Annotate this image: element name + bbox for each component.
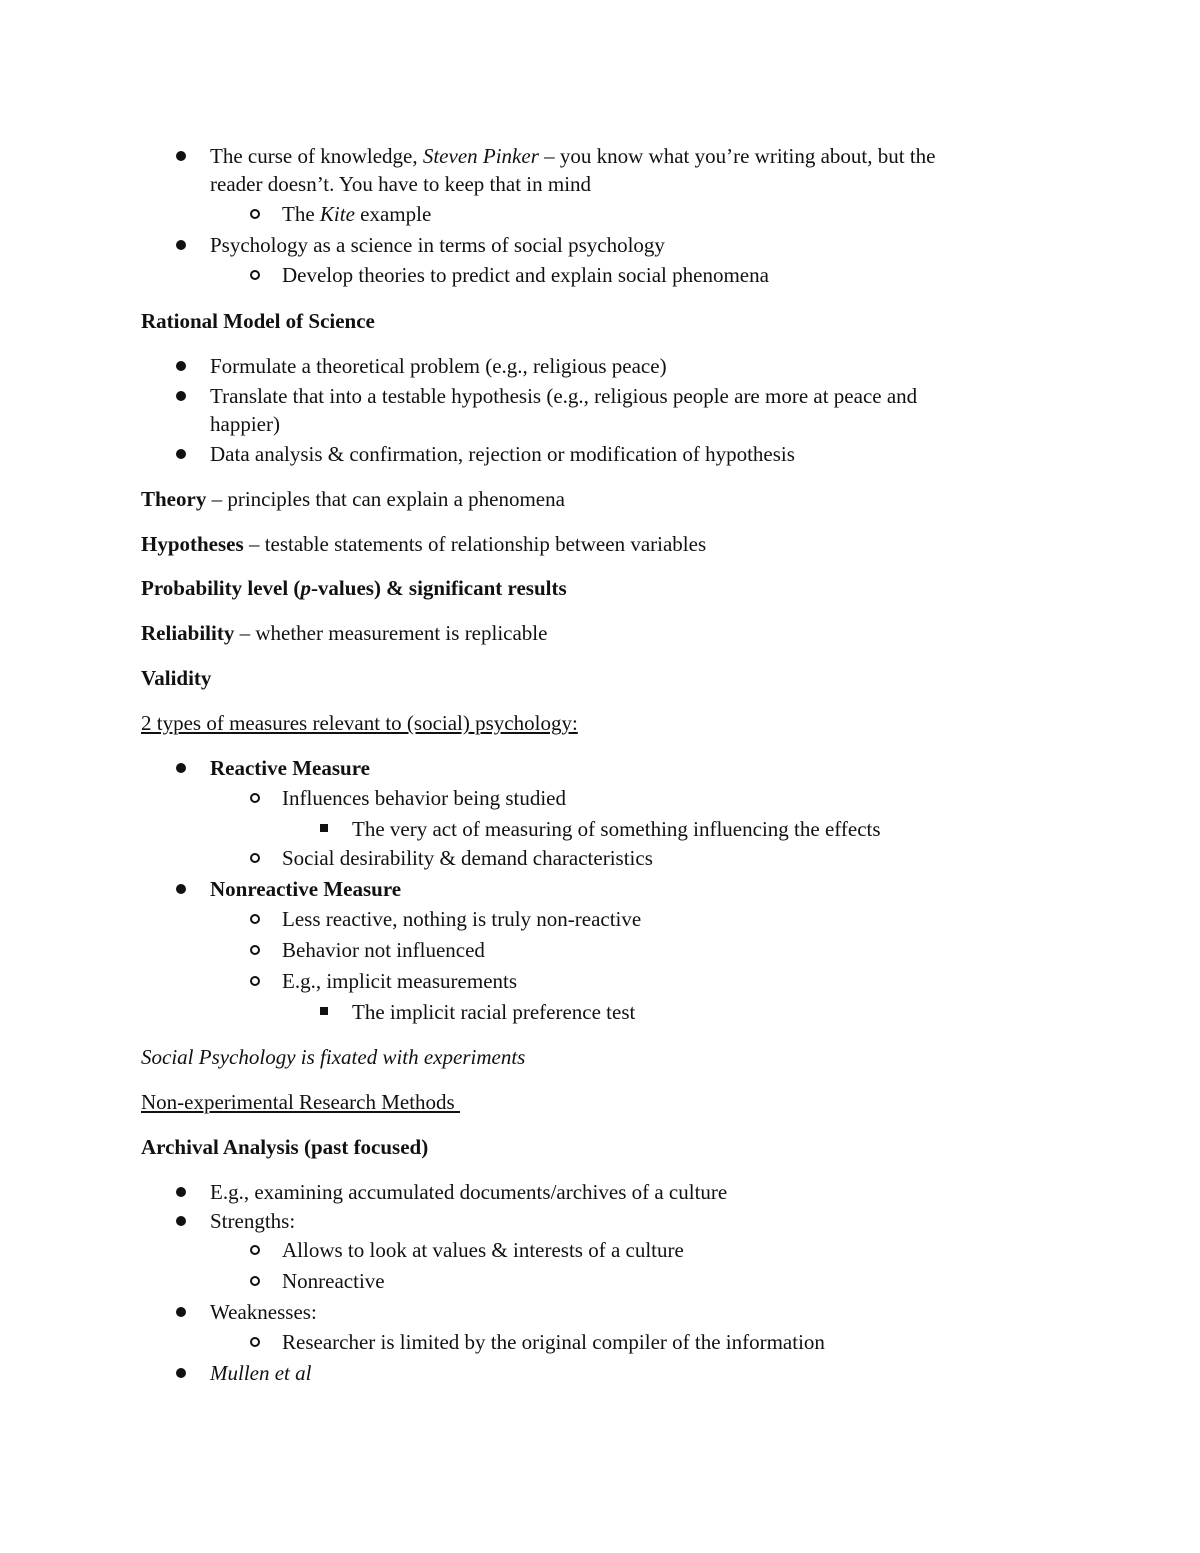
- term: Hypotheses: [141, 532, 244, 556]
- bullet-disc: [176, 240, 186, 250]
- intro-bullet-1: [210, 142, 935, 170]
- rational-item-3: Data analysis & confirmation, rejection or modification of hypothesis: [210, 442, 795, 466]
- heading-rational-model: [141, 307, 375, 335]
- kite-title: Kite: [319, 202, 355, 226]
- intro-bullet-2: Psychology as a science in terms of social psychology: [210, 233, 665, 257]
- author-name: Steven Pinker: [422, 144, 539, 168]
- intro-sub-bullet-theories: Develop theories to predict and explain social phenomena: [282, 263, 769, 287]
- archival-item-1: E.g., examining accumulated documents/archives of a culture: [210, 1180, 728, 1204]
- strength-1: Allows to look at values & interests of a culture: [282, 1238, 684, 1262]
- reactive-sub-1-detail: The very act of measuring of something influencing the effects: [352, 817, 881, 841]
- term: Reliability: [141, 621, 235, 645]
- definition: – principles that can explain a phenomena: [206, 487, 565, 511]
- archival-weaknesses: Weaknesses:: [210, 1300, 317, 1324]
- bullet-disc: [176, 763, 186, 773]
- text: – you know what you’re writing about, but the: [538, 144, 936, 168]
- heading-text: Validity: [141, 666, 212, 690]
- rational-item-2-continued: happier): [210, 412, 280, 436]
- definition-theory: [141, 485, 565, 513]
- text: The: [282, 202, 320, 226]
- heading-measures: 2 types of measures relevant to (social) psychology:: [141, 711, 578, 735]
- bullet-disc: [176, 884, 186, 894]
- nonreactive-sub-1: Less reactive, nothing is truly non-reactive: [282, 907, 642, 931]
- heading-probability-level: [141, 574, 567, 602]
- heading-non-experimental: Non-experimental Research Methods: [141, 1090, 460, 1114]
- nonreactive-measure-item: [210, 875, 401, 903]
- term: Reactive Measure: [210, 756, 370, 780]
- bullet-circle: [250, 270, 260, 280]
- bullet-disc: [176, 1368, 186, 1378]
- archival-strengths: Strengths:: [210, 1209, 296, 1233]
- heading-text: Rational Model of Science: [141, 309, 375, 333]
- bullet-circle: [250, 209, 260, 219]
- bullet-disc: [176, 391, 186, 401]
- term: Theory: [141, 487, 207, 511]
- archival-citation: [210, 1359, 311, 1387]
- nonreactive-sub-3-detail: The implicit racial preference test: [352, 1000, 636, 1024]
- bullet-circle: [250, 1276, 260, 1286]
- bullet-square: [320, 824, 328, 832]
- citation-text: Mullen et al: [210, 1361, 312, 1385]
- bullet-circle: [250, 976, 260, 986]
- bullet-disc: [176, 449, 186, 459]
- nonreactive-sub-3: E.g., implicit measurements: [282, 969, 518, 993]
- definition-hypotheses: [141, 530, 706, 558]
- bullet-circle: [250, 914, 260, 924]
- definition: – testable statements of relationship between variables: [243, 532, 707, 556]
- text: -values) & significant results: [310, 576, 567, 600]
- bullet-circle: [250, 793, 260, 803]
- reactive-sub-2: Social desirability & demand characteristics: [282, 846, 653, 870]
- text: Social Psychology is fixated with experiments: [141, 1045, 526, 1069]
- strength-2: Nonreactive: [282, 1269, 385, 1293]
- bullet-circle: [250, 1337, 260, 1347]
- p-symbol: p: [300, 576, 311, 600]
- bullet-circle: [250, 1245, 260, 1255]
- definition-reliability: [141, 619, 547, 647]
- intro-sub-bullet-kite: [282, 200, 431, 228]
- text: The curse of knowledge,: [210, 144, 423, 168]
- experiments-note: [141, 1043, 525, 1071]
- bullet-disc: [176, 1187, 186, 1197]
- heading-validity: [141, 664, 211, 692]
- nonreactive-sub-2: Behavior not influenced: [282, 938, 485, 962]
- rational-item-1: Formulate a theoretical problem (e.g., religious peace): [210, 354, 667, 378]
- reactive-measure-item: [210, 754, 370, 782]
- bullet-disc: [176, 151, 186, 161]
- heading-archival-analysis: [141, 1133, 428, 1161]
- bullet-disc: [176, 1307, 186, 1317]
- weakness-1: Researcher is limited by the original compiler of the information: [282, 1330, 825, 1354]
- bullet-disc: [176, 1216, 186, 1226]
- reactive-sub-1: Influences behavior being studied: [282, 786, 566, 810]
- text: Probability level (: [141, 576, 301, 600]
- text: example: [354, 202, 432, 226]
- bullet-circle: [250, 853, 260, 863]
- definition: – whether measurement is replicable: [234, 621, 548, 645]
- intro-bullet-1-continued: reader doesn’t. You have to keep that in mind: [210, 172, 592, 196]
- bullet-circle: [250, 945, 260, 955]
- rational-item-2: Translate that into a testable hypothesis (e.g., religious people are more at peace and: [210, 384, 918, 408]
- bullet-square: [320, 1007, 328, 1015]
- term: Nonreactive Measure: [210, 877, 402, 901]
- bullet-disc: [176, 361, 186, 371]
- heading-text: Archival Analysis (past focused): [141, 1135, 429, 1159]
